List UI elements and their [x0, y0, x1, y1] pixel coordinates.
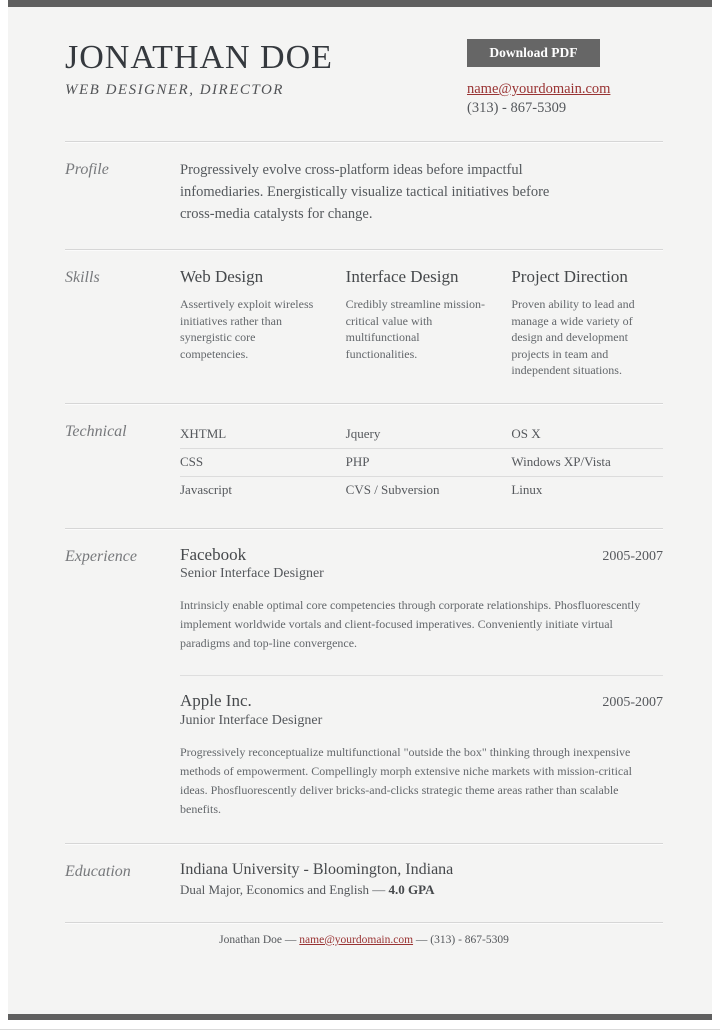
job-header	[180, 692, 663, 729]
profile-section-label: Profile	[65, 161, 109, 178]
resume-page	[8, 0, 712, 1020]
skills-columns	[180, 267, 663, 379]
contact-block	[467, 39, 663, 117]
technical-skill: Linux	[511, 481, 543, 497]
skill-description: Assertively exploit wireless initiatives rather than synergistic core competencies.	[180, 297, 314, 361]
technical-skill: Jquery	[345, 425, 381, 441]
footer-phone: — (313) - 867-5309	[415, 933, 509, 946]
experience-entry-apple	[180, 675, 663, 819]
skill-title: Web Design	[180, 267, 264, 286]
job-title: Junior Interface Designer	[180, 712, 323, 728]
resume-header	[65, 7, 663, 141]
company-name: Facebook	[180, 544, 247, 564]
skill-web-design	[180, 267, 332, 379]
job-identity	[180, 546, 324, 583]
technical-row	[180, 449, 663, 477]
technical-skill: Windows XP/Vista	[511, 453, 611, 469]
job-identity	[180, 692, 322, 729]
footer-email-link[interactable]: name@yourdomain.com	[299, 933, 414, 946]
profile-text: Progressively evolve cross-platform ideas before impactful infomediaries. Energistically visualize tactical initiatives before cross-media catalysts for change.	[180, 162, 550, 222]
section-technical	[65, 403, 663, 528]
technical-table	[180, 421, 663, 504]
section-experience	[65, 528, 663, 843]
technical-section-label: Technical	[65, 422, 127, 440]
job-title: Senior Interface Designer	[180, 566, 324, 582]
job-description: Progressively reconceptualize multifunctional "outside the box" thinking through inexpensive methods of empowerment. Compellingly morph extensive niche markets with mission-critical ideas. Phosfluorescently deliver bricks-and-clicks strategic theme areas rather than scalable benefits.	[180, 744, 632, 816]
skill-description: Proven ability to lead and manage a wide variety of design and development projects in team and independent situations.	[511, 297, 635, 377]
technical-skill: XHTML	[180, 425, 227, 441]
education-major: Dual Major, Economics and English —	[180, 881, 386, 897]
identity-block	[65, 39, 333, 99]
section-education	[65, 843, 663, 922]
education-content	[180, 861, 663, 898]
skill-project-direction	[511, 267, 663, 379]
technical-skill: PHP	[345, 453, 370, 469]
company-name: Apple Inc.	[180, 691, 252, 711]
technical-row	[180, 477, 663, 504]
section-skills	[65, 249, 663, 403]
experience-entry-facebook	[180, 546, 663, 654]
education-gpa: 4.0 GPA	[388, 881, 435, 897]
person-job-title: WEB DESIGNER, DIRECTOR	[65, 82, 284, 99]
phone-number: (313) - 867-5309	[467, 100, 567, 116]
technical-skill: Javascript	[180, 481, 232, 497]
resume-footer	[65, 922, 663, 1014]
technical-skill: CVS / Subversion	[345, 481, 440, 497]
job-dates: 2005-2007	[602, 695, 663, 711]
person-name: JONATHAN DOE	[65, 39, 333, 76]
job-dates: 2005-2007	[602, 548, 663, 564]
technical-row	[180, 421, 663, 449]
skill-interface-design	[346, 267, 498, 379]
education-section-label: Education	[65, 862, 131, 880]
job-header	[180, 546, 663, 583]
skill-description: Credibly streamline mission-critical value with multifunctional functionalities.	[345, 297, 485, 361]
footer-name: Jonathan Doe —	[219, 933, 297, 946]
technical-skill: OS X	[511, 425, 541, 441]
skills-section-label: Skills	[65, 269, 100, 286]
job-description: Intrinsicly enable optimal core competencies through corporate relationships. Phosfluorescently implement worldwide vortals and client-focused imperatives. Conveniently initiate virtual paradigms and top-line convergence.	[180, 598, 641, 651]
technical-skill: CSS	[180, 453, 204, 469]
profile-content	[180, 159, 663, 225]
skill-title: Interface Design	[345, 267, 459, 286]
skill-title: Project Direction	[511, 267, 628, 286]
experience-section-label: Experience	[65, 547, 137, 565]
school-name: Indiana University - Bloomington, Indiana	[180, 860, 454, 878]
education-detail	[180, 882, 663, 898]
section-profile	[65, 141, 663, 249]
email-link[interactable]: name@yourdomain.com	[467, 81, 611, 97]
experience-list	[180, 546, 663, 819]
download-pdf-button[interactable]: Download PDF	[467, 39, 600, 67]
